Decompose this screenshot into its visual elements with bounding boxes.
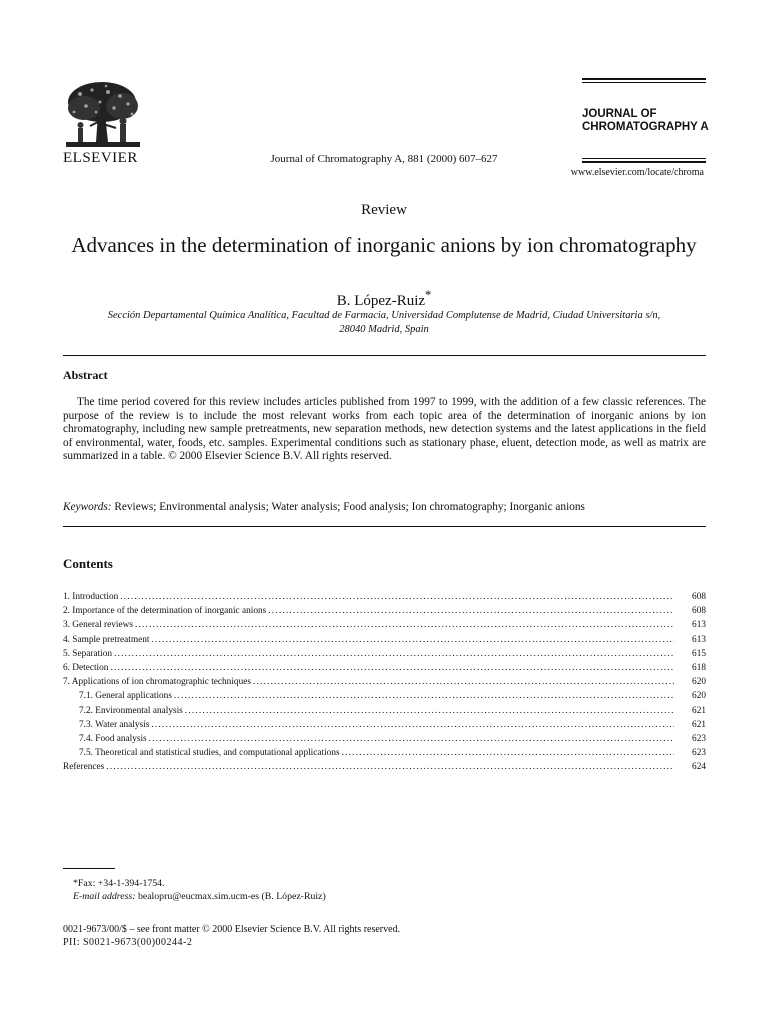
toc-item — [63, 661, 706, 675]
toc-item — [63, 633, 706, 647]
journal-name — [582, 108, 709, 134]
toc-item — [63, 647, 706, 661]
toc-item-label: 7. Applications of ion chromatographic techniques — [63, 677, 251, 688]
toc-item-label: 6. Detection — [63, 662, 109, 673]
journal-rule-bottom — [582, 161, 706, 163]
footnote — [73, 877, 326, 903]
affiliation-line1: Sección Departamental Química Analítica, Facultad de Farmacia, Universidad Complutense de Madrid, Ciudad Universitaria s/n, — [107, 310, 661, 321]
keywords-list: Reviews; Environmental analysis; Water analysis; Food analysis; Ion chromatography; Inorganic anions — [114, 501, 585, 513]
toc-item-label: 3. General reviews — [63, 620, 133, 631]
divider-top — [63, 355, 706, 356]
abstract-heading: Abstract — [63, 368, 108, 382]
toc-item-page: 621 — [692, 719, 706, 730]
journal-rule-bottom-thin — [582, 158, 706, 159]
affiliation — [64, 309, 704, 337]
toc-item — [63, 618, 706, 632]
toc-item-page: 624 — [692, 762, 706, 773]
toc-item — [63, 689, 706, 703]
toc-item-page: 618 — [692, 662, 706, 673]
footnote-email — [73, 890, 326, 903]
journal-name-line1: JOURNAL OF — [582, 108, 657, 120]
toc-leader-dots — [253, 675, 674, 689]
toc-leader-dots — [174, 689, 674, 703]
toc-item-page: 623 — [692, 748, 706, 759]
journal-citation: Journal of Chromatography A, 881 (2000) 607–627 — [270, 153, 498, 165]
toc-item-label: 7.3. Water analysis — [79, 719, 150, 730]
toc-item-page: 623 — [692, 733, 706, 744]
toc-item-page: 615 — [692, 648, 706, 659]
toc-leader-dots — [135, 618, 674, 632]
toc-leader-dots — [110, 661, 674, 675]
copyright-block — [63, 923, 400, 949]
footnote-rule — [63, 868, 115, 869]
contents-heading: Contents — [63, 556, 113, 571]
elsevier-tree-logo — [62, 80, 144, 150]
author-name: B. López-Ruiz — [336, 293, 426, 309]
toc-item — [63, 675, 706, 689]
table-of-contents — [63, 590, 706, 774]
journal-rule-top-thin — [582, 82, 706, 83]
toc-item-label: 5. Separation — [63, 648, 113, 659]
keywords — [63, 500, 706, 514]
journal-rule-top — [582, 78, 706, 80]
toc-item — [63, 746, 706, 760]
affiliation-line2: 28040 Madrid, Spain — [339, 324, 429, 335]
toc-leader-dots — [342, 746, 674, 760]
toc-item — [63, 718, 706, 732]
toc-item — [63, 732, 706, 746]
toc-leader-dots — [151, 718, 674, 732]
toc-leader-dots — [106, 760, 674, 774]
abstract-body: The time period covered for this review includes articles published from 1997 to 1999, with the addition of a few classic references. The purpose of the review is to include the most relevant works from each topic area of the determination of inorganic anions by ion chromatography, including new sample pretreatments, new separation methods, new detection systems and the latest applications in the field of environmental, water, foods, etc. samples. Experimental conditions such as stationary phase, eluent, detection mode, as well as matrix are summarized in a table. © 2000 Elsevier Science B.V. All rights reserved. — [63, 396, 706, 463]
author-line — [0, 288, 768, 310]
toc-item-page: 613 — [692, 634, 706, 645]
toc-item-page: 608 — [692, 592, 706, 602]
toc-leader-dots — [151, 633, 674, 647]
section-label: Review — [361, 202, 407, 218]
toc-leader-dots — [120, 590, 674, 604]
toc-leader-dots — [185, 704, 674, 718]
toc-leader-dots — [114, 647, 674, 661]
pii-line: PII: S0021-9673(00)00244-2 — [63, 937, 193, 948]
publisher-name: ELSEVIER — [63, 150, 138, 166]
keywords-label: Keywords: — [63, 501, 112, 513]
email-value: bealopru@eucmax.sim.ucm-es (B. López-Ruiz) — [137, 891, 326, 902]
toc-item-page: 608 — [692, 606, 706, 617]
toc-leader-dots — [149, 732, 674, 746]
toc-leader-dots — [268, 604, 674, 618]
toc-item-page: 620 — [692, 677, 706, 688]
toc-item-label: 7.1. General applications — [79, 691, 172, 702]
toc-item-page: 621 — [692, 705, 706, 716]
toc-item-label: 4. Sample pretreatment — [63, 634, 150, 645]
toc-item-label: 7.4. Food analysis — [79, 733, 147, 744]
toc-item-label: 7.5. Theoretical and statistical studies, and computational applications — [79, 748, 340, 759]
footnote-fax: *Fax: +34-1-394-1754. — [73, 878, 165, 889]
article-title: Advances in the determination of inorganic anions by ion chromatography — [71, 233, 697, 257]
toc-item-label: 2. Importance of the determination of inorganic anions — [63, 606, 267, 617]
toc-item-label: 7.2. Environmental analysis — [79, 705, 183, 716]
author-footnote-mark: * — [425, 288, 432, 302]
toc-item — [63, 704, 706, 718]
copyright-line: 0021-9673/00/$ – see front matter © 2000 Elsevier Science B.V. All rights reserved. — [63, 924, 401, 935]
journal-name-line2: CHROMATOGRAPHY A — [582, 121, 709, 133]
divider-bottom — [63, 526, 706, 527]
toc-item-label: 1. Introduction — [63, 592, 119, 602]
email-label: E-mail address: — [73, 891, 136, 902]
toc-item-page: 620 — [692, 691, 706, 702]
toc-item — [63, 604, 706, 618]
toc-item-page: 613 — [692, 620, 706, 631]
toc-item — [63, 760, 706, 774]
toc-item — [63, 590, 706, 604]
toc-item-label: References — [63, 762, 105, 773]
journal-url: www.elsevier.com/locate/chroma — [570, 167, 704, 178]
